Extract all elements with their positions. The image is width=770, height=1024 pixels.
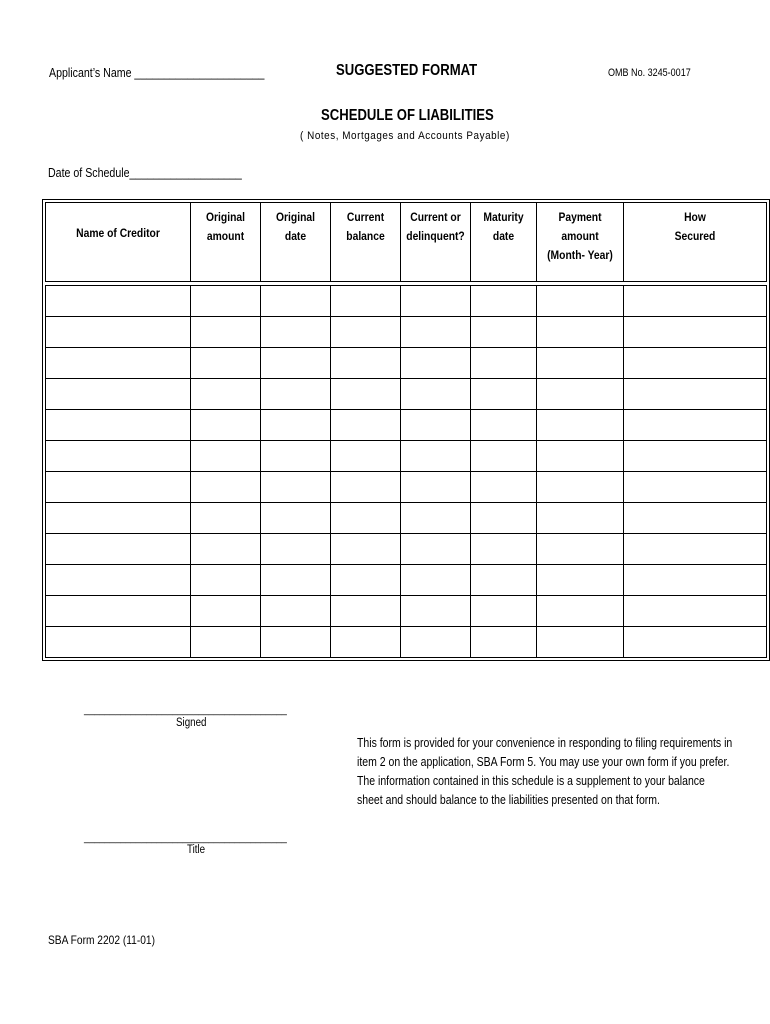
table-cell[interactable] [537, 316, 624, 347]
table-row [46, 378, 767, 409]
table-cell[interactable] [261, 316, 331, 347]
table-cell[interactable] [261, 533, 331, 564]
table-cell[interactable] [537, 626, 624, 657]
table-cell[interactable] [624, 316, 767, 347]
table-cell[interactable] [401, 440, 471, 471]
table-cell[interactable] [401, 564, 471, 595]
table-cell[interactable] [537, 378, 624, 409]
table-cell[interactable] [537, 285, 624, 316]
table-cell[interactable] [191, 502, 261, 533]
table-cell[interactable] [624, 502, 767, 533]
table-cell[interactable] [624, 626, 767, 657]
table-cell[interactable] [191, 471, 261, 502]
table-cell[interactable] [191, 626, 261, 657]
table-cell[interactable] [46, 595, 191, 626]
table-cell[interactable] [624, 471, 767, 502]
table-cell[interactable] [471, 409, 537, 440]
col-header-creditor: Name of Creditor [46, 203, 191, 282]
table-cell[interactable] [401, 316, 471, 347]
table-cell[interactable] [624, 595, 767, 626]
applicant-name-field[interactable]: Applicant’s Name ______________________ [49, 66, 265, 80]
table-cell[interactable] [46, 409, 191, 440]
table-cell[interactable] [471, 316, 537, 347]
signature-line[interactable]: _______________________________________ [84, 704, 287, 716]
table-row [46, 533, 767, 564]
table-cell[interactable] [471, 440, 537, 471]
table-row [46, 347, 767, 378]
format-heading: SUGGESTED FORMAT [336, 62, 478, 79]
col-header-original-amount: Original amount [191, 203, 261, 282]
table-cell[interactable] [401, 595, 471, 626]
note-line: This form is provided for your convenience in responding to filing requirements in [357, 736, 733, 750]
table-cell[interactable] [401, 347, 471, 378]
table-cell[interactable] [401, 378, 471, 409]
table-cell[interactable] [46, 564, 191, 595]
table-cell[interactable] [191, 378, 261, 409]
table-cell[interactable] [331, 378, 401, 409]
liabilities-table-frame [42, 199, 770, 661]
table-cell[interactable] [471, 533, 537, 564]
table-cell[interactable] [191, 440, 261, 471]
table-row [46, 595, 767, 626]
table-cell[interactable] [471, 502, 537, 533]
note-line: sheet and should balance to the liabilities presented on that form. [357, 793, 660, 807]
table-cell[interactable] [401, 409, 471, 440]
table-cell[interactable] [471, 626, 537, 657]
table-cell[interactable] [331, 440, 401, 471]
table-cell[interactable] [537, 564, 624, 595]
table-cell[interactable] [401, 471, 471, 502]
table-cell[interactable] [624, 564, 767, 595]
table-cell[interactable] [191, 316, 261, 347]
table-cell[interactable] [261, 409, 331, 440]
table-cell[interactable] [261, 378, 331, 409]
table-cell[interactable] [401, 533, 471, 564]
table-cell[interactable] [624, 347, 767, 378]
table-cell[interactable] [191, 347, 261, 378]
table-cell[interactable] [331, 316, 401, 347]
title-line[interactable]: _______________________________________ [84, 832, 287, 844]
table-row [46, 471, 767, 502]
table-cell[interactable] [537, 533, 624, 564]
table-cell[interactable] [261, 347, 331, 378]
table-cell[interactable] [46, 502, 191, 533]
table-cell[interactable] [191, 285, 261, 316]
table-cell[interactable] [46, 471, 191, 502]
title-label: Title [187, 844, 206, 856]
table-cell[interactable] [191, 409, 261, 440]
table-cell[interactable] [261, 440, 331, 471]
table-cell[interactable] [401, 502, 471, 533]
page-title: SCHEDULE OF LIABILITIES [321, 107, 494, 124]
table-cell[interactable] [261, 471, 331, 502]
table-cell[interactable] [331, 409, 401, 440]
col-header-delinquent: Current or delinquent? [401, 203, 471, 282]
table-cell[interactable] [261, 595, 331, 626]
table-cell[interactable] [46, 347, 191, 378]
table-cell[interactable] [537, 409, 624, 440]
col-header-original-date: Original date [261, 203, 331, 282]
table-cell[interactable] [471, 347, 537, 378]
table-cell[interactable] [537, 347, 624, 378]
note-line: item 2 on the application, SBA Form 5. You may use your own form if you prefer. [357, 755, 730, 769]
table-cell[interactable] [471, 378, 537, 409]
col-header-payment-amount: Payment amount (Month- Year) [537, 203, 624, 282]
table-cell[interactable] [537, 440, 624, 471]
page-subtitle: ( Notes, Mortgages and Accounts Payable) [300, 130, 510, 142]
form-number: SBA Form 2202 (11-01) [48, 933, 155, 947]
table-cell[interactable] [46, 533, 191, 564]
table-cell[interactable] [46, 626, 191, 657]
instructions-note [357, 734, 733, 810]
table-cell[interactable] [624, 409, 767, 440]
table-cell[interactable] [331, 564, 401, 595]
table-cell[interactable] [624, 533, 767, 564]
table-cell[interactable] [537, 471, 624, 502]
table-row [46, 564, 767, 595]
table-cell[interactable] [261, 502, 331, 533]
table-cell[interactable] [624, 378, 767, 409]
table-row [46, 285, 767, 316]
table-cell[interactable] [261, 285, 331, 316]
signed-label: Signed [176, 717, 207, 729]
table-cell[interactable] [331, 626, 401, 657]
table-cell[interactable] [401, 285, 471, 316]
liabilities-table [45, 202, 767, 658]
table-cell[interactable] [471, 595, 537, 626]
table-cell[interactable] [624, 285, 767, 316]
table-cell[interactable] [261, 626, 331, 657]
table-row [46, 409, 767, 440]
col-header-how-secured: How Secured [624, 203, 767, 282]
table-cell[interactable] [537, 502, 624, 533]
table-cell[interactable] [261, 564, 331, 595]
table-header-row [46, 203, 767, 282]
table-cell[interactable] [191, 564, 261, 595]
note-line: The information contained in this schedule is a supplement to your balance [357, 774, 705, 788]
table-cell[interactable] [471, 471, 537, 502]
table-cell[interactable] [191, 533, 261, 564]
table-cell[interactable] [46, 316, 191, 347]
table-cell[interactable] [46, 378, 191, 409]
table-cell[interactable] [46, 285, 191, 316]
table-cell[interactable] [471, 564, 537, 595]
table-cell[interactable] [331, 347, 401, 378]
table-row [46, 502, 767, 533]
table-row [46, 316, 767, 347]
table-cell[interactable] [46, 440, 191, 471]
table-cell[interactable] [331, 471, 401, 502]
table-cell[interactable] [624, 440, 767, 471]
table-cell[interactable] [331, 285, 401, 316]
omb-number: OMB No. 3245-0017 [608, 67, 691, 79]
col-header-current-balance: Current balance [331, 203, 401, 282]
table-cell[interactable] [191, 595, 261, 626]
table-cell[interactable] [471, 285, 537, 316]
col-header-maturity-date: Maturity date [471, 203, 537, 282]
table-cell[interactable] [401, 626, 471, 657]
table-cell[interactable] [331, 595, 401, 626]
date-of-schedule-field[interactable]: Date of Schedule___________________ [48, 166, 242, 180]
table-cell[interactable] [537, 595, 624, 626]
table-row [46, 440, 767, 471]
table-cell[interactable] [331, 533, 401, 564]
table-cell[interactable] [331, 502, 401, 533]
table-row [46, 626, 767, 657]
